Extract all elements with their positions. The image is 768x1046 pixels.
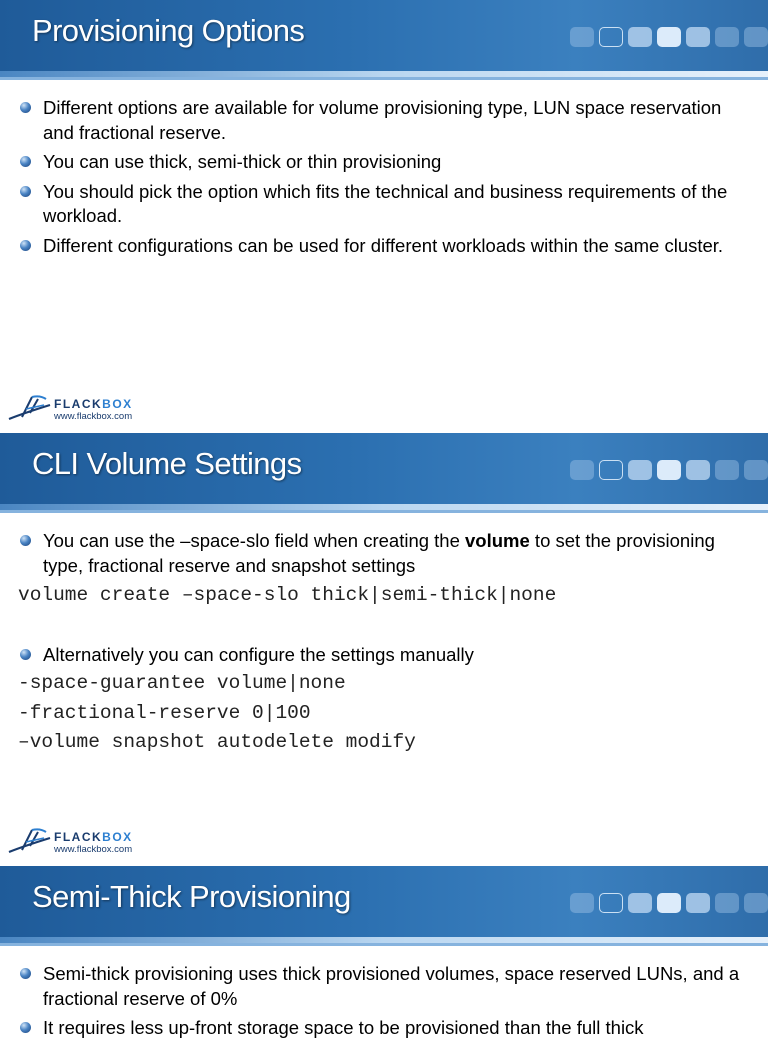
logo-url: www.flackbox.com bbox=[54, 844, 133, 855]
bullet-item: You can use thick, semi-thick or thin provisioning bbox=[20, 150, 755, 175]
slide-header bbox=[0, 0, 768, 80]
slide-cli-volume-settings bbox=[0, 433, 768, 866]
bullet-icon bbox=[20, 968, 31, 979]
bullet-icon bbox=[20, 649, 31, 660]
bullet-item: Different configurations can be used for different workloads within the same cluster. bbox=[20, 234, 755, 259]
flackbox-logo bbox=[8, 828, 168, 858]
logo-brand: FLACKBOX bbox=[54, 830, 133, 844]
flackbox-logo bbox=[8, 395, 168, 425]
flackbox-logo-icon bbox=[8, 828, 52, 854]
bullet-icon bbox=[20, 1022, 31, 1033]
decorative-squares bbox=[570, 460, 768, 482]
decorative-squares bbox=[570, 893, 768, 915]
bullet-icon bbox=[20, 240, 31, 251]
decorative-squares bbox=[570, 27, 768, 49]
bullet-icon bbox=[20, 186, 31, 197]
slide-semi-thick-provisioning bbox=[0, 866, 768, 1038]
logo-url: www.flackbox.com bbox=[54, 411, 133, 422]
slide-title: Provisioning Options bbox=[32, 13, 305, 48]
slide-title: CLI Volume Settings bbox=[32, 446, 302, 481]
slide-title: Semi-Thick Provisioning bbox=[32, 879, 351, 914]
bullet-item: It requires less up-front storage space to be provisioned than the full thick bbox=[20, 1016, 755, 1041]
bullet-list bbox=[20, 96, 755, 263]
bullet-item: Semi-thick provisioning uses thick provisioned volumes, space reserved LUNs, and a fractional reserve of 0% bbox=[20, 962, 755, 1011]
flackbox-logo-icon bbox=[8, 395, 52, 421]
bullet-list bbox=[20, 962, 755, 1046]
bullet-item: Different options are available for volume provisioning type, LUN space reservation and fractional reserve. bbox=[20, 96, 755, 145]
slide-header bbox=[0, 866, 768, 946]
code-line: -space-guarantee volume|none bbox=[18, 672, 346, 694]
bullet-icon bbox=[20, 535, 31, 546]
bullet-list bbox=[20, 529, 755, 583]
code-line: -fractional-reserve 0|100 bbox=[18, 702, 311, 724]
bullet-icon bbox=[20, 102, 31, 113]
bullet-icon bbox=[20, 156, 31, 167]
code-line: volume create –space-slo thick|semi-thick|none bbox=[18, 584, 557, 606]
slide-provisioning-options bbox=[0, 0, 768, 433]
bullet-item: You can use the –space-slo field when creating the volume to set the provisioning type, fractional reserve and snapshot settings bbox=[20, 529, 755, 578]
bullet-item: You should pick the option which fits the technical and business requirements of the workload. bbox=[20, 180, 755, 229]
logo-brand: FLACKBOX bbox=[54, 397, 133, 411]
code-line: –volume snapshot autodelete modify bbox=[18, 731, 416, 753]
slide-header bbox=[0, 433, 768, 513]
bullet-item: Alternatively you can configure the settings manually bbox=[20, 643, 755, 668]
